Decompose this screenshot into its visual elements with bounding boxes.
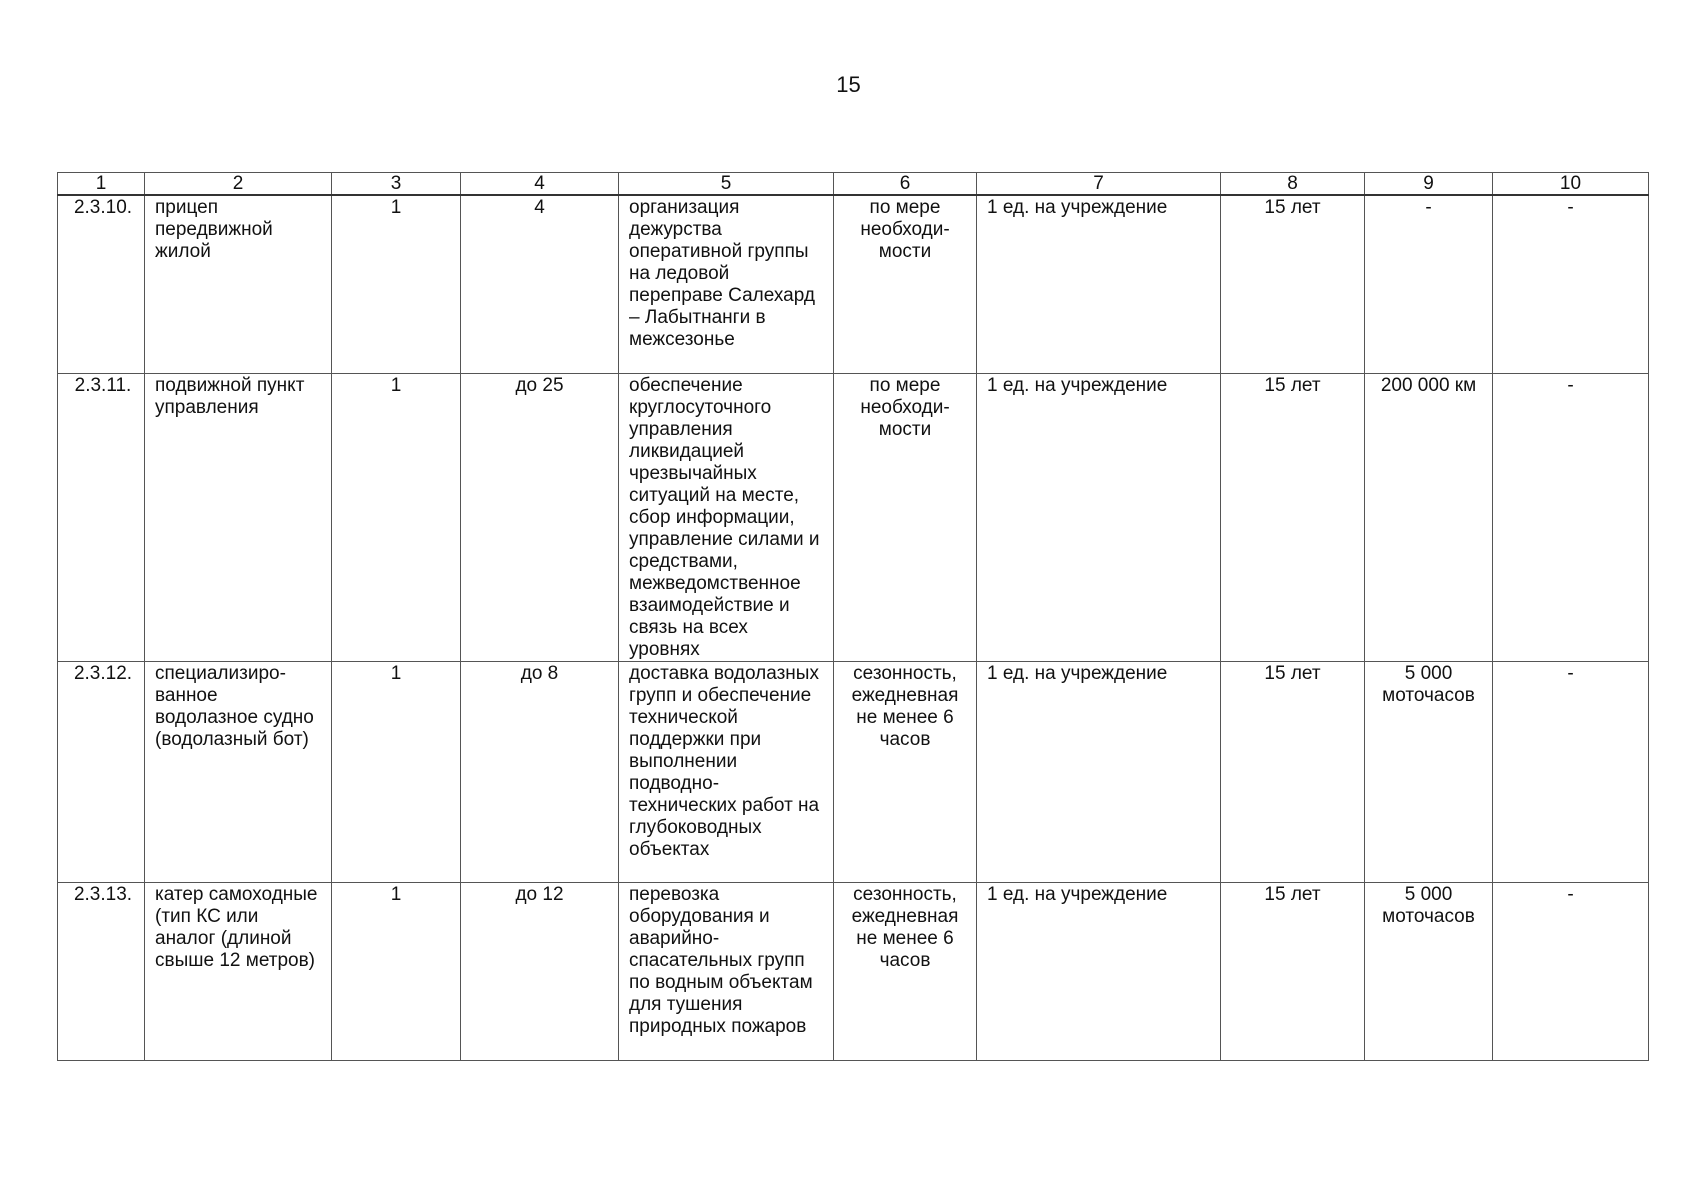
term-cell: 15 лет <box>1221 373 1365 661</box>
purpose-cell: перевозка оборудования и аварийно-спасательных групп по водным объектам для тушения природных пожаров <box>619 882 834 1060</box>
table-row <box>58 661 1649 882</box>
norm-cell: 1 ед. на учреждение <box>977 195 1221 373</box>
name-cell: специализиро-ванное водолазное судно (водолазный бот) <box>145 661 332 882</box>
quantity-cell: 1 <box>332 661 461 882</box>
row-number-cell: 2.3.11. <box>58 373 145 661</box>
term-cell: 15 лет <box>1221 882 1365 1060</box>
note-cell: - <box>1493 882 1649 1060</box>
norm-cell: 1 ед. на учреждение <box>977 882 1221 1060</box>
page-number: 15 <box>836 72 861 97</box>
term-cell: 15 лет <box>1221 195 1365 373</box>
row-number-cell: 2.3.10. <box>58 195 145 373</box>
table-row <box>58 195 1649 373</box>
header-cell: 4 <box>461 173 619 196</box>
capacity-cell: до 8 <box>461 661 619 882</box>
header-cell: 6 <box>834 173 977 196</box>
name-cell: катер самоходные (тип КС или аналог (длиной свыше 12 метров) <box>145 882 332 1060</box>
resource-cell: - <box>1365 195 1493 373</box>
row-number-cell: 2.3.13. <box>58 882 145 1060</box>
header-cell: 3 <box>332 173 461 196</box>
usage-cell: сезонность, ежедневная не менее 6 часов <box>834 882 977 1060</box>
table-header-row <box>58 173 1649 196</box>
header-cell: 7 <box>977 173 1221 196</box>
usage-cell: по мере необходи-мости <box>834 195 977 373</box>
note-cell: - <box>1493 195 1649 373</box>
table-row <box>58 882 1649 1060</box>
usage-cell: сезонность, ежедневная не менее 6 часов <box>834 661 977 882</box>
row-number-cell: 2.3.12. <box>58 661 145 882</box>
name-cell: прицеп передвижной жилой <box>145 195 332 373</box>
quantity-cell: 1 <box>332 373 461 661</box>
resource-cell: 5 000 моточасов <box>1365 661 1493 882</box>
note-cell: - <box>1493 373 1649 661</box>
quantity-cell: 1 <box>332 882 461 1060</box>
equipment-table <box>57 172 1649 1061</box>
capacity-cell: до 25 <box>461 373 619 661</box>
table-row <box>58 373 1649 661</box>
note-cell: - <box>1493 661 1649 882</box>
purpose-cell: обеспечение круглосуточного управления ликвидацией чрезвычайных ситуаций на месте, сбор информации, управление силами и средствами, межведомственное взаимодействие и связь на всех уровнях <box>619 373 834 661</box>
header-cell: 1 <box>58 173 145 196</box>
header-cell: 8 <box>1221 173 1365 196</box>
header-cell: 10 <box>1493 173 1649 196</box>
quantity-cell: 1 <box>332 195 461 373</box>
norm-cell: 1 ед. на учреждение <box>977 661 1221 882</box>
capacity-cell: 4 <box>461 195 619 373</box>
name-cell: подвижной пункт управления <box>145 373 332 661</box>
resource-cell: 200 000 км <box>1365 373 1493 661</box>
purpose-cell: организация дежурства оперативной группы на ледовой переправе Салехард – Лабытнанги в межсезонье <box>619 195 834 373</box>
purpose-cell: доставка водолазных групп и обеспечение технической поддержки при выполнении подводно-технических работ на глубоководных объектах <box>619 661 834 882</box>
norm-cell: 1 ед. на учреждение <box>977 373 1221 661</box>
resource-cell: 5 000 моточасов <box>1365 882 1493 1060</box>
header-cell: 5 <box>619 173 834 196</box>
header-cell: 9 <box>1365 173 1493 196</box>
header-cell: 2 <box>145 173 332 196</box>
capacity-cell: до 12 <box>461 882 619 1060</box>
term-cell: 15 лет <box>1221 661 1365 882</box>
usage-cell: по мере необходи-мости <box>834 373 977 661</box>
